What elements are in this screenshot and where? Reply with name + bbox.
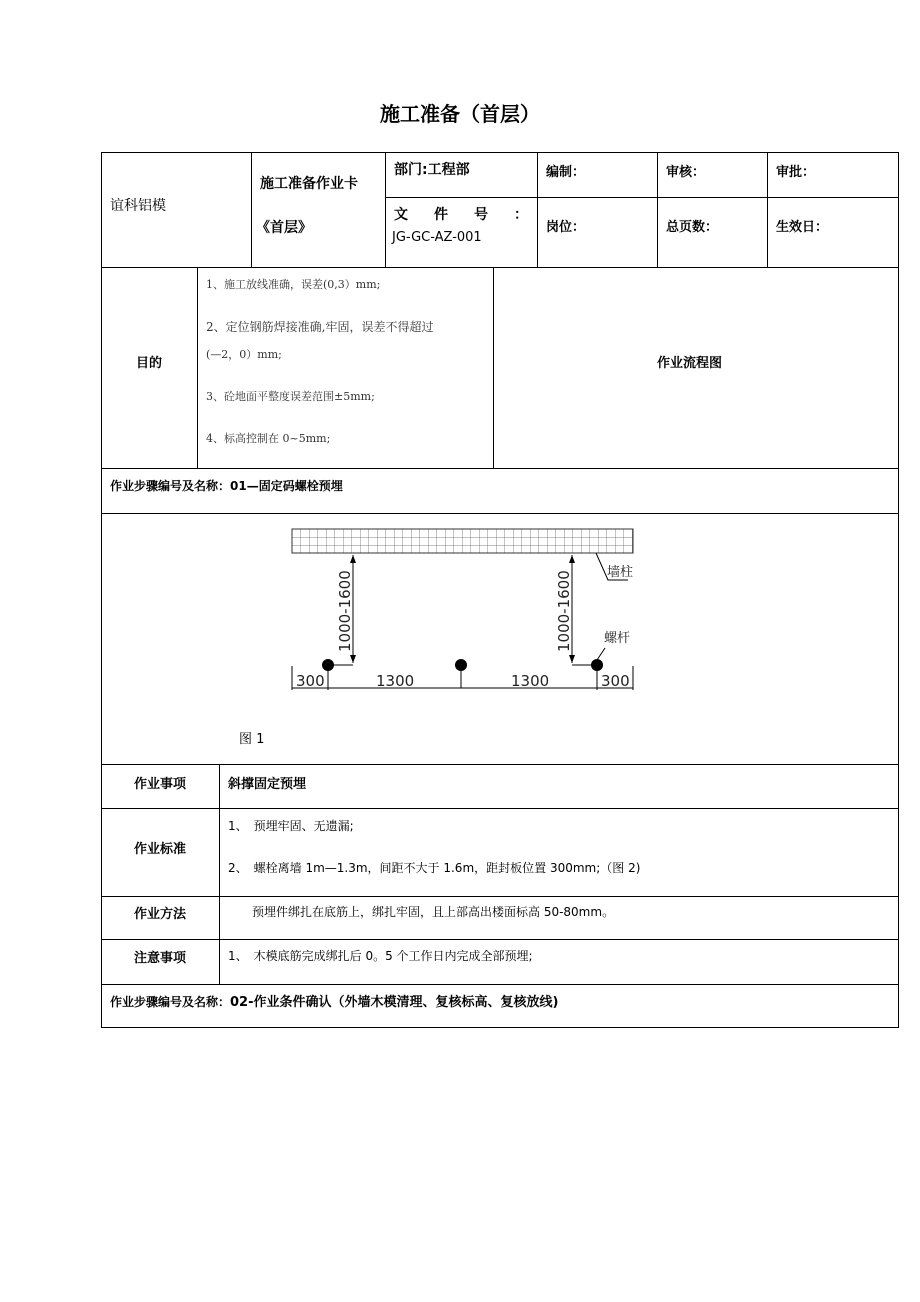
approved-cell	[767, 152, 899, 198]
row-content-cell	[219, 808, 899, 897]
total-pages-cell	[657, 197, 768, 268]
dim-label-vertical: 1000-1600	[336, 570, 354, 652]
compiled-label: 编制：	[546, 165, 586, 180]
total-pages-label: 总页数：	[666, 220, 719, 235]
step2-heading: 作业步骤编号及名称：02-作业条件确认（外墙木模清理、复核标高、复核放线)	[110, 995, 559, 1010]
department-cell	[385, 152, 538, 198]
row-label-cell	[101, 764, 220, 809]
file-no-label: 文 件 号 ：	[394, 207, 534, 223]
purpose-items-cell	[197, 267, 494, 469]
purpose-item: 1、施工放线准确，误差(0,3）mm;	[206, 278, 381, 291]
bolt-label: 螺杆	[604, 631, 631, 646]
row-label-cell	[101, 939, 220, 985]
purpose-item: 2、定位钢筋焊接准确,牢固，误差不得超过	[206, 320, 434, 334]
purpose-item: (—2，0）mm;	[206, 348, 282, 361]
dim-label-vertical: 1000-1600	[555, 570, 573, 652]
row-label: 作业方法	[134, 907, 187, 922]
card-title: 施工准备作业卡	[260, 176, 358, 192]
wall-label: 墙柱	[607, 565, 634, 580]
step1-cell	[101, 468, 899, 514]
company-cell	[101, 152, 252, 268]
row-content-cell	[219, 939, 899, 985]
row-content-cell	[219, 764, 899, 809]
flow-chart-label: 作业流程图	[657, 356, 723, 371]
row-text: 预埋件绑扎在底筋上，绑扎牢固，且上部高出楼面标高 50-80mm。	[228, 905, 615, 919]
figure-caption: 图 1	[239, 732, 265, 747]
approved-label: 审批：	[776, 165, 816, 180]
row-label: 注意事项	[134, 951, 187, 966]
card-title-cell	[251, 152, 386, 268]
reviewed-cell	[657, 152, 768, 198]
purpose-label-cell	[101, 267, 198, 469]
row-label-cell	[101, 896, 220, 940]
file-no: JG-GC-AZ-001	[392, 230, 482, 245]
step1-heading: 作业步骤编号及名称：01—固定码螺栓预埋	[110, 479, 343, 493]
row-text: 1、 木模底筋完成绑扎后 0。5 个工作日内完成全部预埋;	[228, 949, 533, 963]
position-label: 岗位：	[546, 220, 586, 235]
reviewed-label: 审核：	[666, 165, 706, 180]
step2-cell	[101, 984, 899, 1028]
purpose-item: 3、砼地面平整度误差范围±5mm;	[206, 390, 375, 403]
dim-label-300: 300	[296, 672, 325, 690]
purpose-label: 目的	[136, 356, 163, 371]
flow-chart-cell	[493, 267, 899, 469]
figure-cell	[101, 513, 899, 765]
card-subtitle: 《首层》	[256, 220, 312, 236]
effective-date-label: 生效日：	[776, 220, 829, 235]
position-cell	[537, 197, 658, 268]
company-name: 谊科铝模	[110, 198, 166, 214]
dim-label-1300: 1300	[511, 672, 550, 690]
file-no-cell	[385, 197, 538, 268]
purpose-item: 4、标高控制在 0~5mm;	[206, 432, 331, 445]
row-label-cell	[101, 808, 220, 897]
department: 部门:工程部	[394, 162, 470, 178]
row-text: 2、 螺栓离墙 1m—1.3m，间距不大于 1.6m，距封板位置 300mm;（图 2)	[228, 861, 641, 875]
row-label: 作业标准	[134, 842, 187, 857]
dim-label-1300: 1300	[376, 672, 415, 690]
row-content-cell	[219, 896, 899, 940]
compiled-cell	[537, 152, 658, 198]
row-text: 斜撑固定预埋	[228, 777, 307, 792]
dim-label-300: 300	[601, 672, 630, 690]
row-text: 1、 预埋牢固、无遗漏;	[228, 819, 354, 833]
effective-date-cell	[767, 197, 899, 268]
row-label: 作业事项	[134, 777, 187, 792]
page-title: 施工准备（首层）	[380, 102, 540, 126]
